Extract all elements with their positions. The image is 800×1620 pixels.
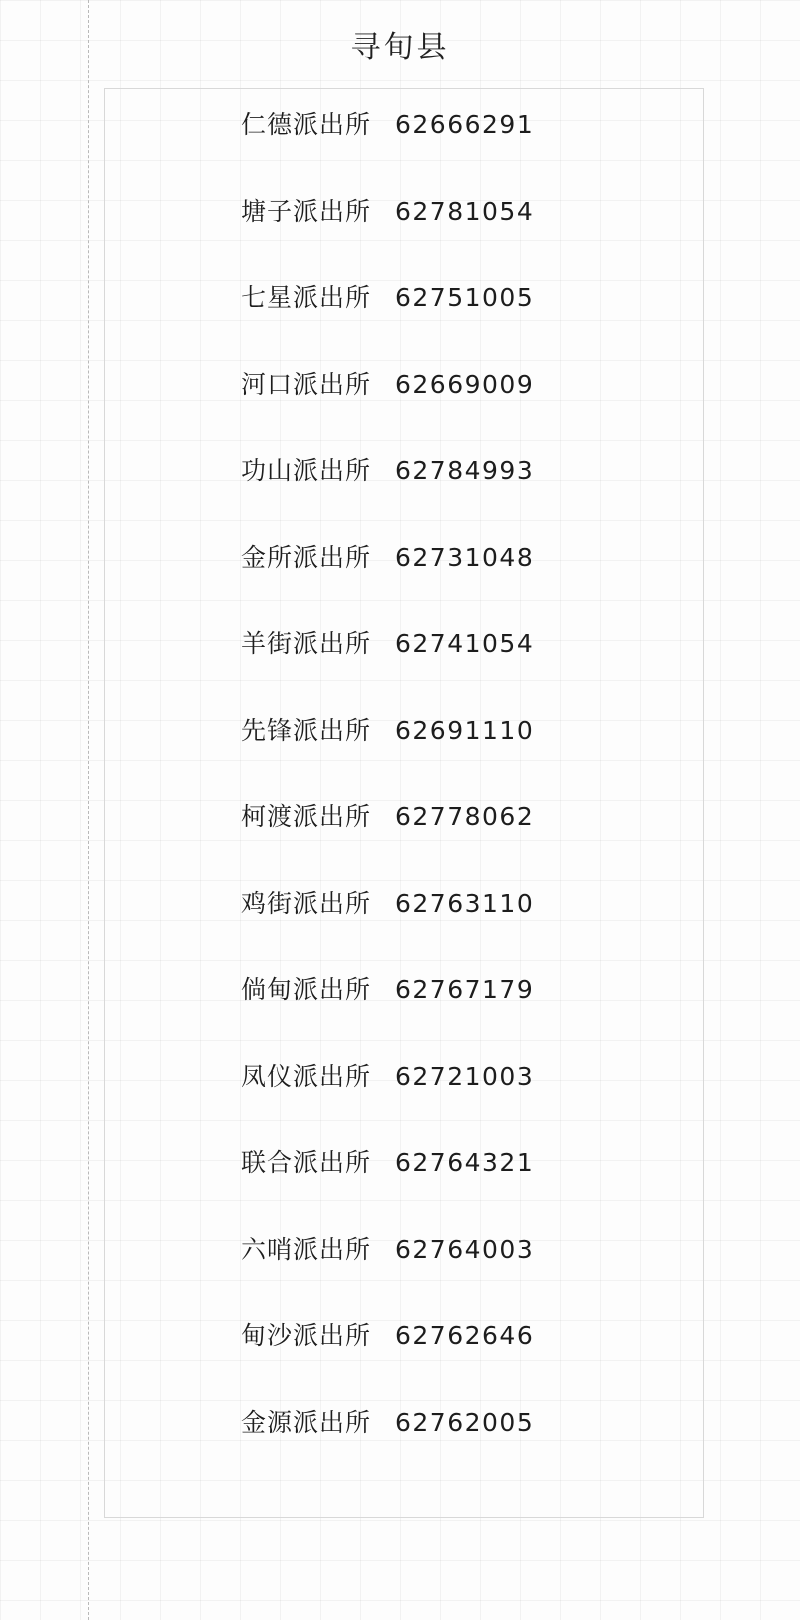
list-item (105, 1057, 703, 1144)
station-phone: 62763110 (395, 888, 535, 918)
list-item (105, 624, 703, 711)
list-item (105, 884, 703, 971)
station-phone: 62669009 (395, 369, 535, 399)
station-phone: 62778062 (395, 802, 535, 831)
list-item (105, 711, 703, 798)
list-item (105, 538, 703, 625)
station-name: 金所派出所 (240, 543, 371, 572)
list-item (105, 797, 703, 884)
station-name: 七星派出所 (240, 284, 371, 312)
station-name: 柯渡派出所 (240, 803, 371, 831)
list-item (105, 105, 703, 192)
station-phone: 62764003 (395, 1234, 535, 1264)
list-item (105, 970, 703, 1057)
station-name: 河口派出所 (240, 370, 371, 399)
station-phone: 62691110 (395, 715, 535, 745)
list-item (105, 365, 703, 452)
station-phone: 62762005 (395, 1407, 535, 1437)
station-phone: 62762646 (395, 1321, 535, 1350)
station-phone: 62741054 (395, 629, 535, 658)
station-phone: 62731048 (395, 542, 535, 572)
list-item (105, 1316, 703, 1403)
station-name: 甸沙派出所 (240, 1322, 371, 1350)
list-item (105, 1403, 703, 1490)
station-name: 鸡街派出所 (240, 889, 371, 918)
list-item (105, 192, 703, 279)
station-name: 凤仪派出所 (240, 1062, 371, 1091)
station-name: 联合派出所 (240, 1149, 371, 1177)
station-name: 倘甸派出所 (240, 976, 371, 1004)
station-phone: 62721003 (395, 1061, 535, 1091)
station-phone: 62666291 (395, 110, 535, 139)
station-name: 功山派出所 (240, 457, 371, 485)
list-item (105, 278, 703, 365)
station-name: 六哨派出所 (240, 1235, 371, 1264)
station-name: 金源派出所 (240, 1408, 371, 1437)
station-phone: 62781054 (395, 196, 535, 226)
station-phone: 62764321 (395, 1148, 535, 1177)
station-list (104, 88, 704, 1518)
station-name: 羊街派出所 (240, 630, 371, 658)
station-name: 仁德派出所 (240, 111, 371, 139)
list-item (105, 1143, 703, 1230)
list-item (105, 1230, 703, 1317)
station-phone: 62784993 (395, 456, 535, 485)
station-name: 塘子派出所 (240, 197, 371, 226)
list-item (105, 451, 703, 538)
station-phone: 62751005 (395, 283, 535, 312)
station-phone: 62767179 (395, 975, 535, 1004)
page-title: 寻旬县 (350, 31, 450, 64)
station-name: 先锋派出所 (240, 716, 371, 745)
margin-rule (88, 0, 89, 1620)
